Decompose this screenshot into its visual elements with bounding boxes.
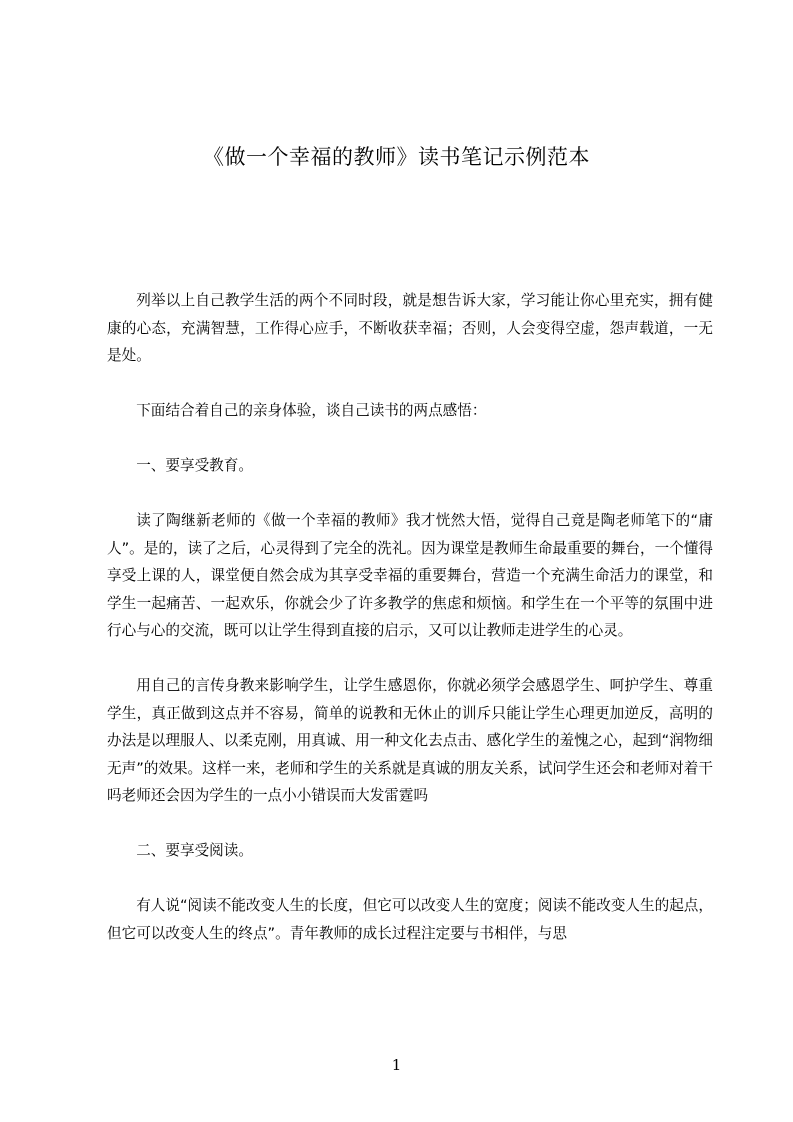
section-heading-1: 一、要享受教育。	[136, 457, 253, 474]
document-title: 《做一个幸福的教师》读书笔记示例范本	[203, 145, 590, 169]
paragraph-section1-b: 用自己的言传身教来影响学生，让学生感恩你，你就必须学会感恩学生、呵护学生、尊重学生，真正做到这点并不容易，简单的说教和无休止的训斥只能让学生心理更加逆反，高明的办法是以理服人、以柔克刚，用真诚、用一种文化去点击、感化学生的羞愧之心，起到“润物细无声”的效果。这样一来，老师和学生的关系就是真诚的朋友关系，试问学生还会和老师对着干吗老师还会因为学生的一点小小错误而大发雷霆吗	[107, 677, 713, 804]
page-number: 1	[391, 1056, 402, 1074]
paragraph-section1-a: 读了陶继新老师的《做一个幸福的教师》我才恍然大悟，觉得自己竟是陶老师笔下的“庸人”。是的，读了之后，心灵得到了完全的洗礼。因为课堂是教师生命最重要的舞台，一个懂得享受上课的人，课堂便自然会成为其享受幸福的重要舞台，营造一个充满生命活力的课堂，和学生一起痛苦、一起欢乐，你就会少了许多教学的焦虑和烦恼。和学生在一个平等的氛围中进行心与心的交流，既可以让学生得到直接的启示，又可以让教师走进学生的心灵。	[107, 512, 713, 639]
paragraph-lead: 下面结合着自己的亲身体验，谈自己读书的两点感悟：	[136, 402, 487, 419]
section-heading-2: 二、要享受阅读。	[136, 842, 253, 859]
paragraph-intro: 列举以上自己教学生活的两个不同时段，就是想告诉大家，学习能让你心里充实，拥有健康的心态，充满智慧，工作得心应手，不断收获幸福；否则，人会变得空虚，怨声载道，一无是处。	[107, 292, 713, 364]
paragraph-section2-a: 有人说“阅读不能改变人生的长度，但它可以改变人生的宽度；阅读不能改变人生的起点，但它可以改变人生的终点”。青年教师的成长过程注定要与书相伴，与思	[107, 897, 713, 942]
document-body	[107, 287, 713, 975]
